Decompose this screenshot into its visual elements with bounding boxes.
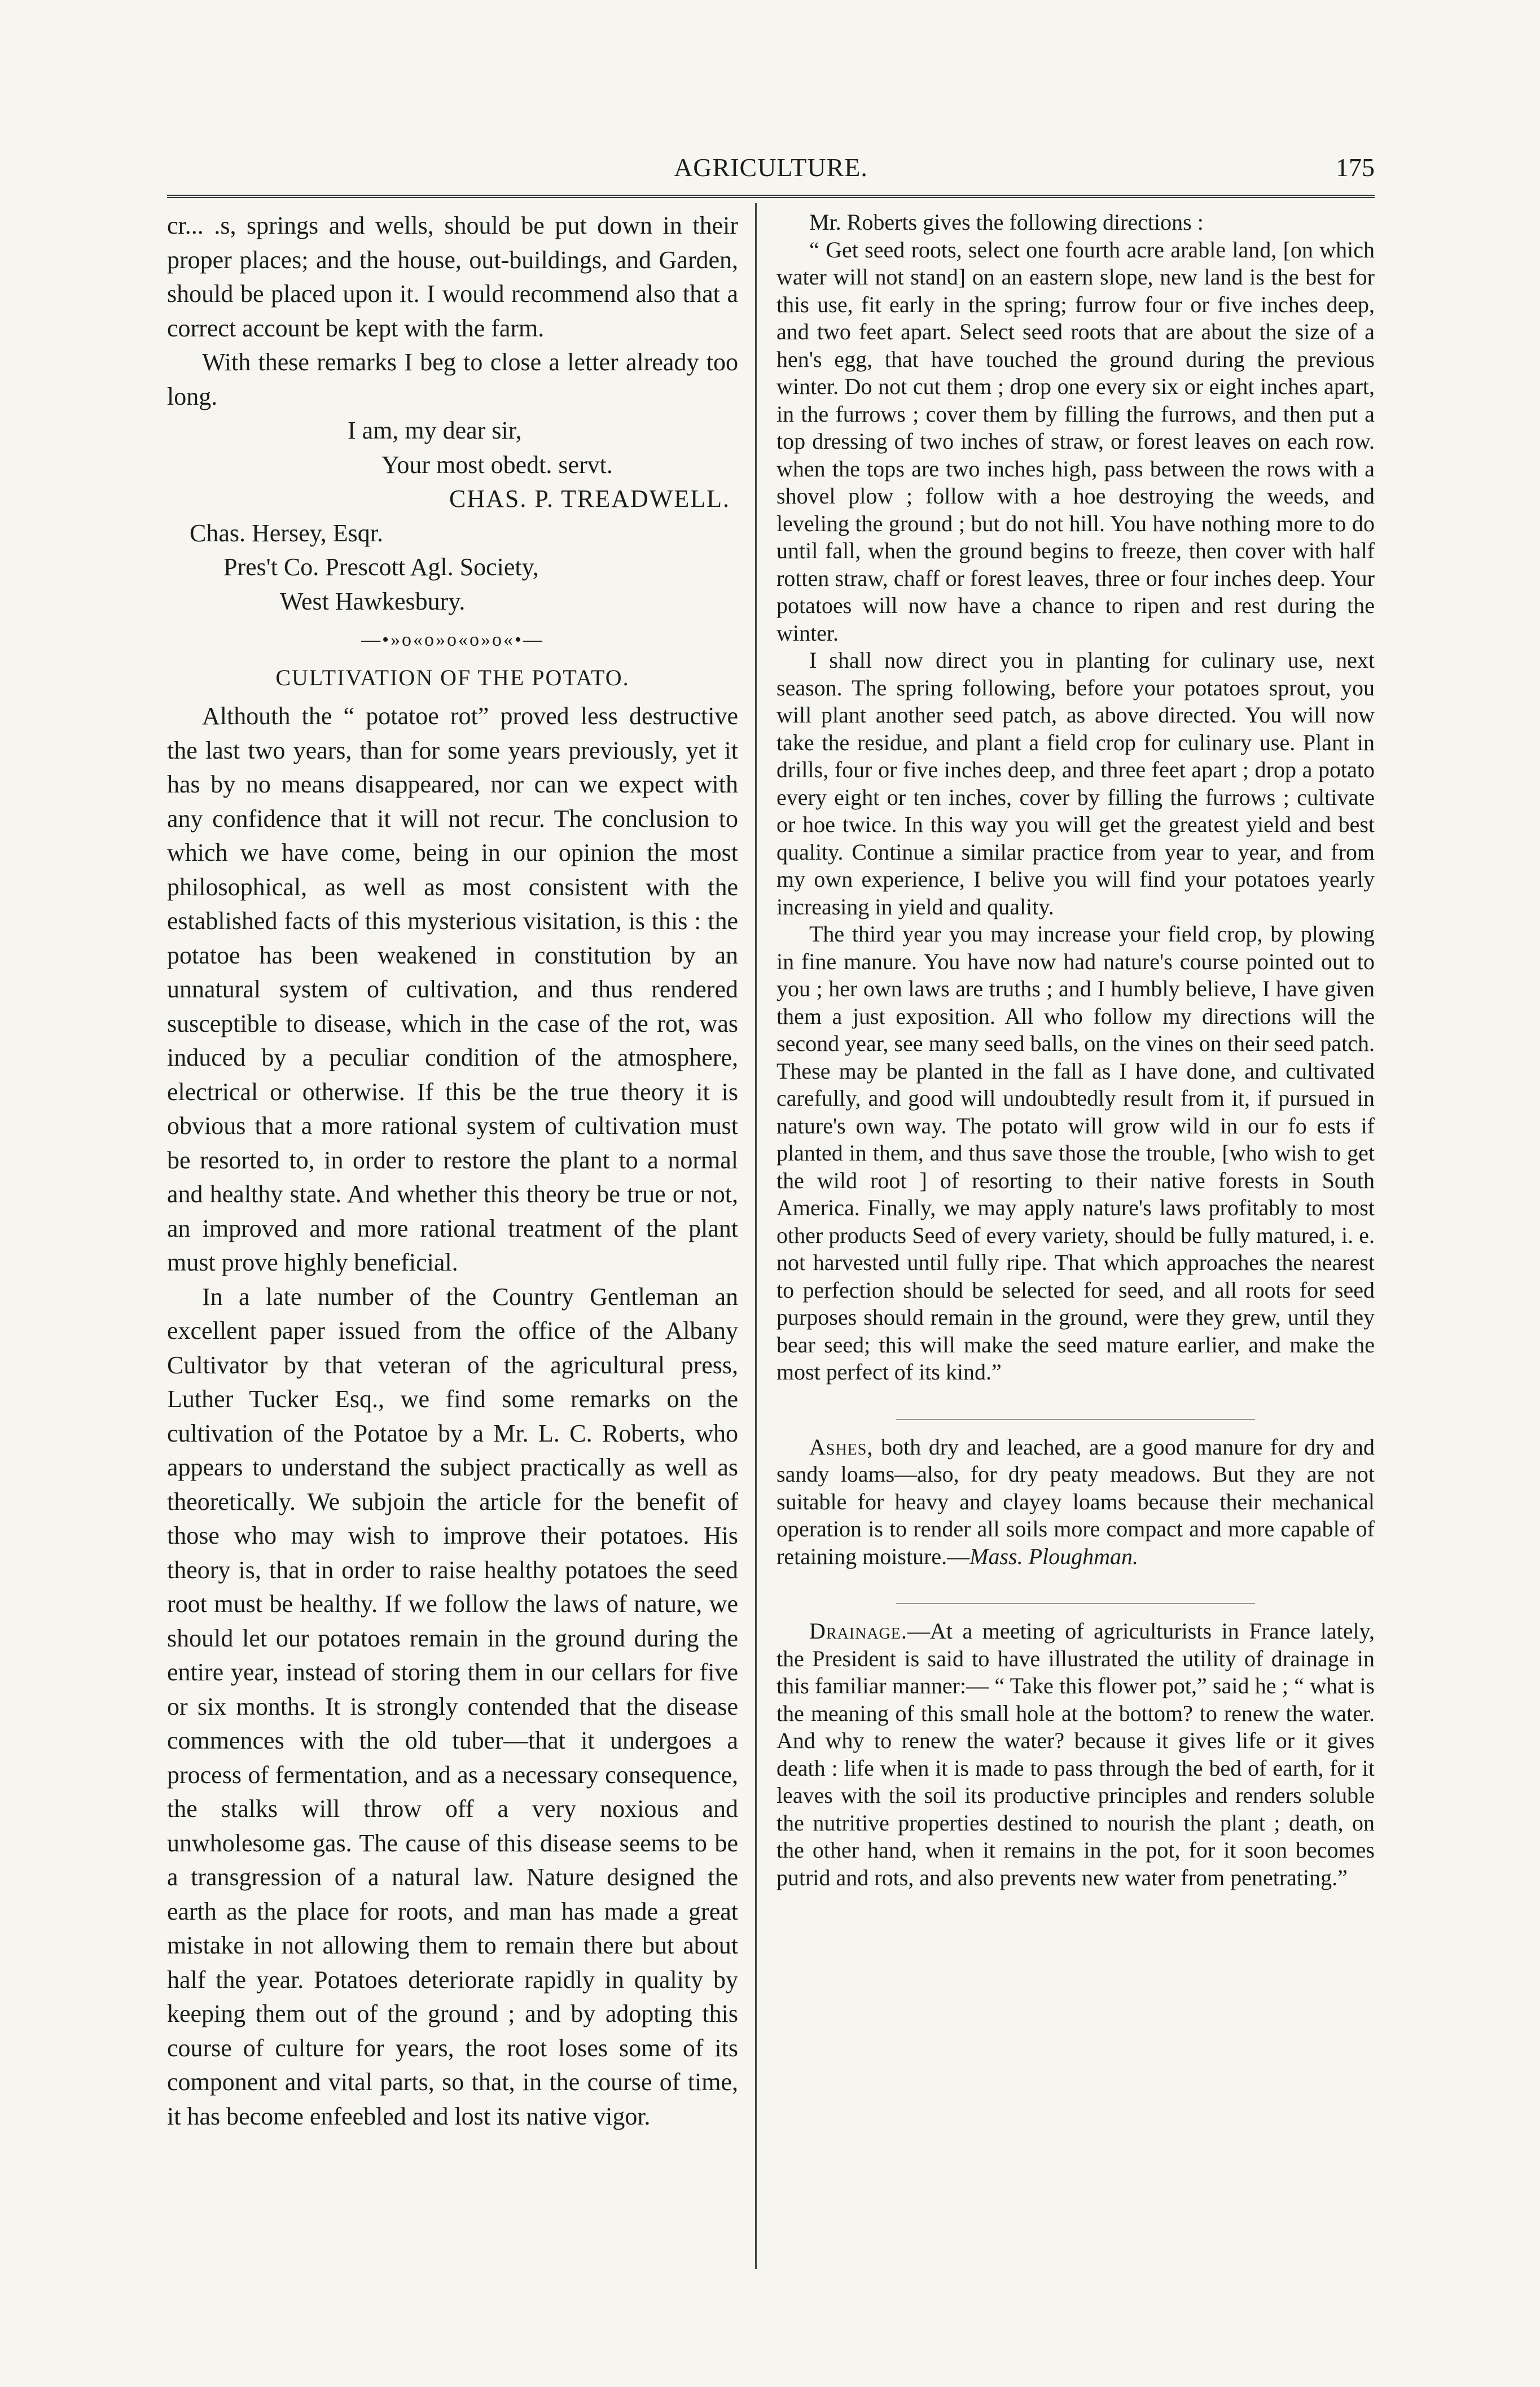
- article-paragraph: Mr. Roberts gives the following directions :: [809, 209, 1204, 235]
- spacer: [776, 1570, 1375, 1597]
- divider: [896, 1419, 1255, 1420]
- article-paragraph: The third year you may increase your field crop, by plowing in fine manure. You have now had nature's course pointed out to you ; her own laws are truths ; and I humbly believe, I have given them a just exposition. All who follow my directions will the second year, see many seed balls, on the vines on their seed patch. These may be planted in the fall as I have done, and cultivated carefully, and good will undoubtedly result from it, if pursued in nature's own way. The potato will grow wild in our fo ests if planted in them, and thus save those the trouble, [who wish to get the wild root ] of resorting to their native forests in South America. Finally, we may apply nature's laws profitably to most other products Seed of every variety, should be fully matured, i. e. not harvested until fully ripe. That which approaches the nearest to perfection should be selected for seed, and all roots for seed purposes should remain in the ground, were they grew, until they bear seed; this will make the seed mature earlier, and make the most perfect of its kind.”: [776, 921, 1375, 1385]
- left-column: [167, 209, 738, 2134]
- page-number: 175: [1336, 153, 1375, 182]
- section-title: CULTIVATION OF THE POTATO.: [275, 664, 630, 690]
- header-rule: [167, 195, 1375, 198]
- letter-addressee: West Hawkesbury.: [280, 587, 466, 615]
- column-divider: [755, 203, 757, 2269]
- section-ornament: —•»o«o»o«o»o«•—: [361, 629, 544, 650]
- ashes-paragraph: [776, 1434, 1375, 1571]
- letter-addressee: Pres't Co. Prescott Agl. Society,: [223, 553, 539, 581]
- letter-paragraph: With these remarks I beg to close a letter already too long.: [167, 348, 738, 410]
- page-header: [167, 152, 1375, 186]
- running-head: AGRICULTURE.: [674, 153, 868, 182]
- divider: [896, 1603, 1255, 1604]
- spacer: [776, 1386, 1375, 1413]
- article-paragraph: “ Get seed roots, select one fourth acre arable land, [on which water will not stand] on an eastern slope, new land is the best for this use, fit early in the spring; furrow four or five inches deep, and two feet apart. Select seed roots that are about the size of a hen's egg, that have touched the ground during the previous winter. Do not cut them ; drop one every six or eight inches apart, in the furrows ; cover them by filling the furrows, and then put a top dressing of two inches of straw, or forest leaves on each row. when the tops are two inches high, pass between the rows with a shovel plow ; follow with a hoe destroying the weeds, and leveling the ground ; but do not hill. You have nothing more to do until fall, when the ground begins to freeze, then cover with half rotten straw, chaff or forest leaves, three or four inches deep. Your potatoes will now have a chance to ripen and rest during the winter.: [776, 236, 1375, 646]
- drainage-lead: Drainage.: [809, 1618, 907, 1644]
- article-paragraph: Althouth the “ potatoe rot” proved less destructive the last two years, than for some years previously, yet it has by no means disappeared, nor can we expect with any confidence that it will not recur. The conclusion to which we have come, being in our opinion the most philosophical, as well as most consistent with the established facts of this mysterious visitation, is this : the potatoe has been weakened in constitution by an unnatural system of cultivation, and thus rendered susceptible to disease, which in the case of the rot, was induced by a peculiar condition of the atmosphere, electrical or otherwise. If this be the true theory it is obvious that a more rational system of cultivation must be resorted to, in order to restore the plant to a normal and healthy state. And whether this theory be true or not, an improved and more rational treatment of the plant must prove highly beneficial.: [167, 702, 738, 1276]
- letter-addressee: Chas. Hersey, Esqr.: [190, 519, 383, 547]
- article-paragraph: I shall now direct you in planting for culinary use, next season. The spring following, before your potatoes sprout, you will plant another seed patch, as above directed. You will now take the residue, and plant a field crop for culinary use. Plant in drills, four or five inches deep, and three feet apart ; drop a potato every eight or ten inches, cover by filling the furrows ; cultivate or hoe twice. In this way you will get the greatest yield and best quality. Continue a similar practice from year to year, and from my own experience, I belive you will find your potatoes yearly increasing in yield and quality.: [776, 647, 1375, 919]
- drainage-paragraph: [776, 1618, 1375, 1891]
- ashes-attribution: Mass. Ploughman.: [969, 1543, 1139, 1569]
- drainage-text: —At a meeting of agriculturists in France lately, the President is said to have illustrated the utility of drainage in this familiar manner:— “ Take this flower pot,” said he ; “ what is the meaning of this small hole at the bottom? to renew the water. And why to renew the water? because it gives life or it gives death : life when it is made to pass through the bed of earth, for it leaves with the soil its productive principles and renders soluble the nutritive properties destined to nourish the plant ; death, on the other hand, when it remains in the pot, for it soon becomes putrid and rots, and also prevents new water from penetrating.”: [776, 1618, 1375, 1890]
- letter-signature: CHAS. P. TREADWELL.: [449, 485, 730, 513]
- letter-closing: Your most obedt. servt.: [381, 450, 613, 479]
- letter-paragraph: cr... .s, springs and wells, should be put down in their proper places; and the house, out-buildings, and Garden, should be placed upon it. I would recommend also that a correct account be kept with the farm.: [167, 212, 738, 342]
- ashes-text: both dry and leached, are a good manure for dry and sandy loams—also, for dry peaty meadows. But they are not suitable for heavy and clayey loams because their mechanical operation is to render all soils more compact and more capable of retaining moisture.—: [776, 1434, 1375, 1569]
- article-paragraph: In a late number of the Country Gentleman an excellent paper issued from the office of the Albany Cultivator by that veteran of the agricultural press, Luther Tucker Esq., we find some remarks on the cultivation of the Potatoe by a Mr. L. C. Roberts, who appears to understand the subject practically as well as theoretically. We subjoin the article for the benefit of those who may wish to improve their potatoes. His theory is, that in order to raise healthy potatoes the seed root must be healthy. If we follow the laws of nature, we should let our potatoes remain in the ground during the entire year, instead of storing them in our cellars for five or six months. It is strongly contended that the disease commences with the old tuber—that it undergoes a process of fermentation, and as a necessary consequence, the stalks will throw off a very noxious and unwholesome gas. The cause of this disease seems to be a transgression of a natural law. Nature designed the earth as the place for roots, and man has made a great mistake in not allowing them to remain there but about half the year. Potatoes deteriorate rapidly in quality by keeping them out of the ground ; and by adopting this course of culture for years, the root loses some of its component and vital parts, so that, in the course of time, it has become enfeebled and lost its native vigor.: [167, 1282, 738, 2130]
- ashes-lead: Ashes,: [809, 1434, 874, 1460]
- letter-closing: I am, my dear sir,: [348, 417, 522, 444]
- right-column: [776, 209, 1375, 1891]
